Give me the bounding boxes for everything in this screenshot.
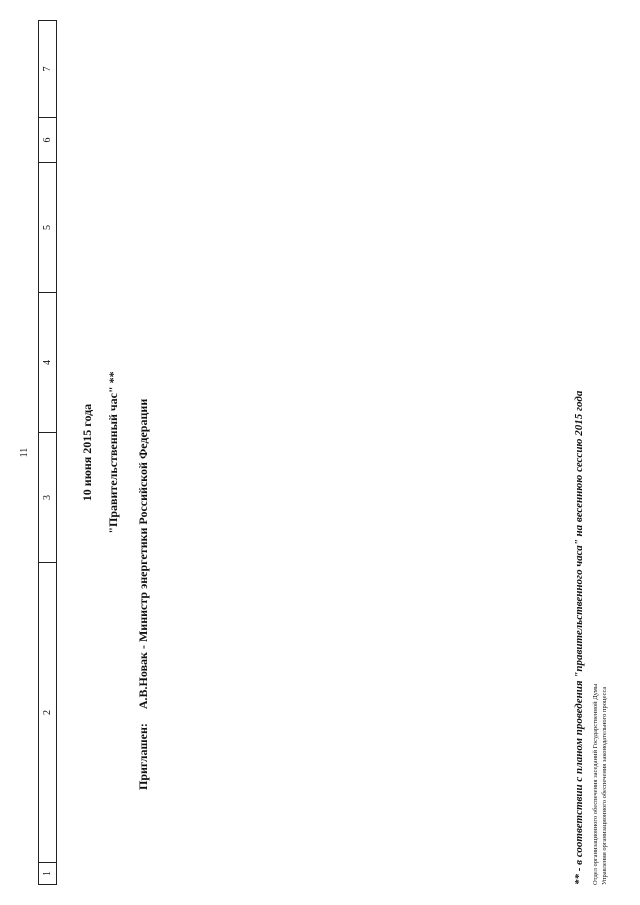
department-line-1: Отдел организационного обеспечения заседаний Государственной Думы xyxy=(592,683,599,885)
footnote: ** - в соответствии с планом проведения "правительственного часа" на весеннюю сессию 2015 года xyxy=(573,390,585,885)
session-date: 10 июня 2015 года xyxy=(80,403,94,502)
column-number-5: 5 xyxy=(39,163,57,293)
department-line-2: Управления организационного обеспечения законодательного процесса xyxy=(601,686,608,885)
column-number-1: 1 xyxy=(39,863,57,885)
column-number-header xyxy=(38,20,57,885)
event-title: "Правительственный час" ** xyxy=(106,371,120,534)
page-number: 11 xyxy=(19,447,30,458)
column-number-2: 2 xyxy=(39,563,57,863)
column-number-3: 3 xyxy=(39,433,57,563)
invited-person: А.В.Новак - Министр энергетики Российской Федерации xyxy=(136,398,150,710)
column-number-4: 4 xyxy=(39,293,57,433)
column-number-6: 6 xyxy=(39,118,57,163)
column-number-7: 7 xyxy=(39,21,57,118)
invited-label: Приглашен: xyxy=(136,723,150,790)
invited-line xyxy=(136,399,151,790)
